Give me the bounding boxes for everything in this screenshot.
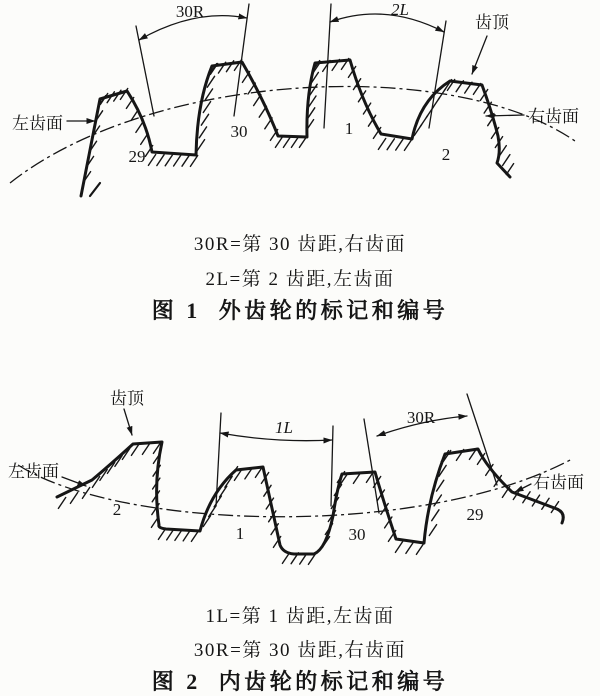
break-line bbox=[90, 183, 100, 196]
right-flank-label: 右齿面 bbox=[528, 107, 579, 126]
dimension-label-2L: 2L bbox=[391, 0, 409, 19]
left-flank-label: 左齿面 bbox=[12, 114, 63, 133]
left-flank-arrow bbox=[62, 477, 86, 486]
figure1-drawing bbox=[0, 0, 600, 212]
tooth-tip-label: 齿顶 bbox=[475, 13, 509, 32]
tooth-number: 30 bbox=[230, 122, 248, 141]
tooth-tip-label: 齿顶 bbox=[110, 389, 144, 408]
tooth-tip-arrow bbox=[124, 409, 132, 435]
figure2-legend-line1: 1L=第 1 齿距,左齿面 bbox=[205, 606, 395, 627]
tooth-number: 29 bbox=[128, 147, 146, 166]
tooth-number: 30 bbox=[348, 525, 366, 544]
pitch-line bbox=[10, 86, 575, 183]
figure1-legend-line1: 30R=第 30 齿距,右齿面 bbox=[193, 234, 407, 255]
tooth-number: 29 bbox=[466, 505, 484, 524]
tooth-number: 1 bbox=[344, 119, 354, 138]
tooth-number: 2 bbox=[441, 145, 451, 164]
figure1-legend-line2: 2L=第 2 齿距,左齿面 bbox=[205, 269, 395, 290]
tooth-number: 1 bbox=[235, 524, 245, 543]
right-flank-arrow bbox=[515, 484, 531, 492]
dimension-label-1L: 1L bbox=[275, 418, 293, 437]
tooth-number: 2 bbox=[112, 500, 122, 519]
dimension-arc-2L bbox=[330, 14, 444, 32]
right-flank-label: 右齿面 bbox=[533, 473, 584, 492]
left-flank-label: 左齿面 bbox=[8, 462, 59, 481]
gear-outline bbox=[81, 60, 510, 196]
gear-outline bbox=[57, 442, 563, 554]
dimension-label-30R: 30R bbox=[175, 2, 205, 21]
extension-lines bbox=[136, 4, 446, 128]
figure1-caption: 图 1 外齿轮的标记和编号 bbox=[151, 298, 449, 323]
dimension-label-30R: 30R bbox=[406, 408, 436, 427]
tooth-tip-arrow bbox=[472, 36, 487, 74]
figure2-caption: 图 2 内齿轮的标记和编号 bbox=[151, 669, 449, 694]
figure2-drawing bbox=[0, 373, 600, 591]
figure2-legend-line2: 30R=第 30 齿距,右齿面 bbox=[193, 640, 407, 661]
